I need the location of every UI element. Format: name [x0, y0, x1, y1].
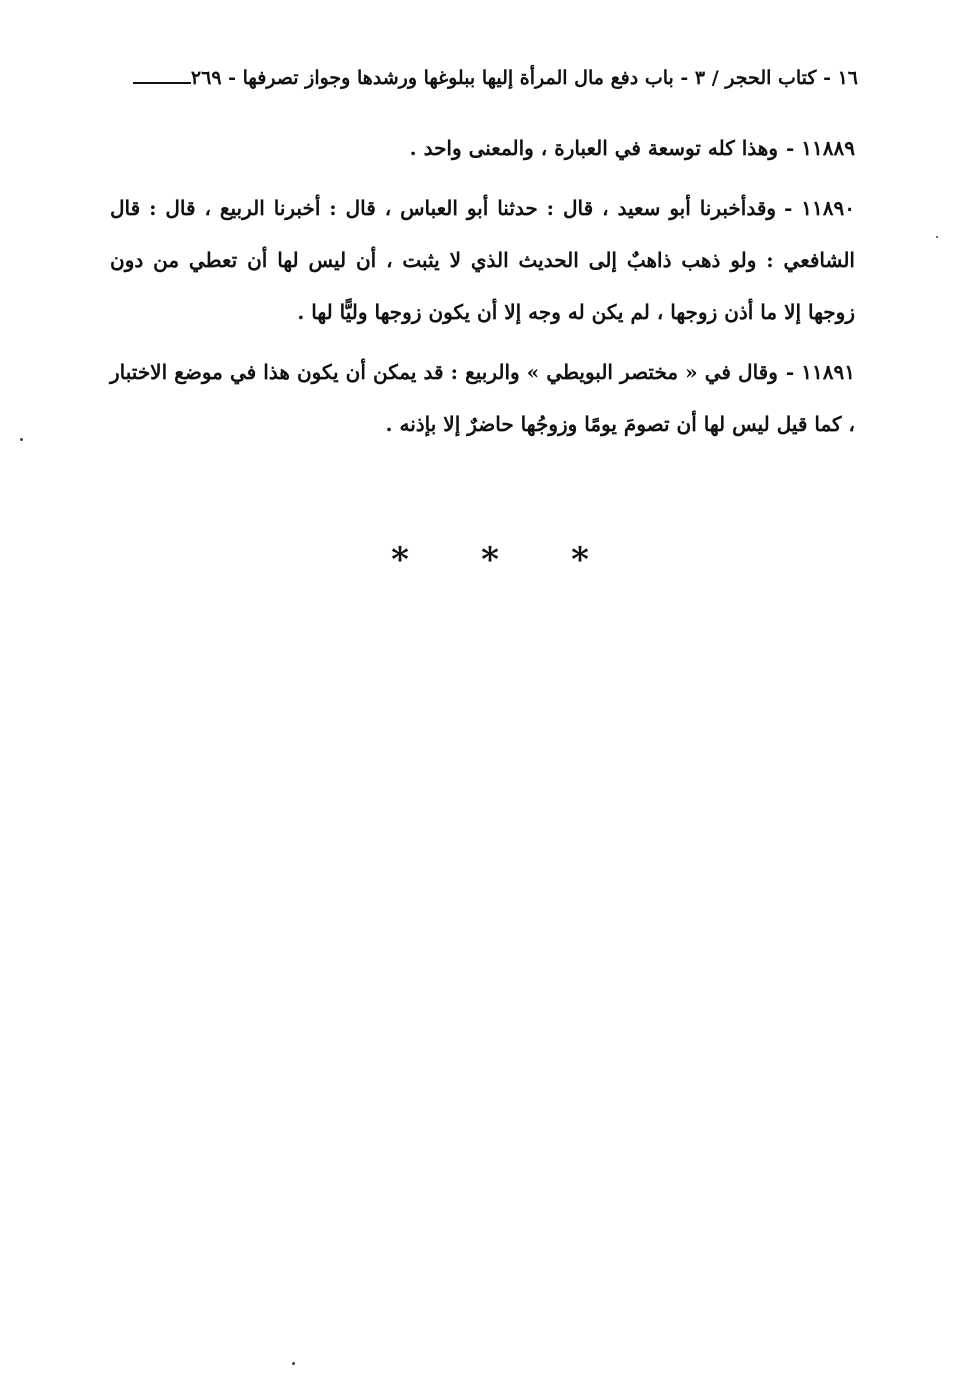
header-title: ١٦ - كتاب الحجر / ٣ - باب دفع مال المرأة إليها ببلوغها ورشدها وجواز تصرفها - ٢٦٩ — [190, 67, 858, 89]
section-separator — [380, 540, 600, 580]
paragraph-11889 — [110, 122, 855, 174]
header-rule — [133, 82, 191, 84]
asterisk-icon: * — [571, 540, 589, 580]
paragraph-number: ١١٨٩٠ - — [784, 196, 855, 220]
paragraph-text: وقال في « مختصر البويطي » والربيع : قد يمكن أن يكون هذا في موضع الاختبار ، كما قيل ليس لها أن تصومَ يومًا وزوجُها حاضرٌ إلا بإذنه . — [110, 360, 855, 436]
asterisk-icon: * — [481, 540, 499, 580]
paragraph-number: ١١٨٩١ - — [785, 360, 856, 384]
scan-speck — [20, 438, 23, 441]
paragraph-11890 — [110, 182, 855, 338]
paragraph-number: ١١٨٨٩ - — [786, 136, 855, 160]
body-text — [110, 122, 855, 458]
paragraph-11891 — [110, 346, 855, 450]
asterisk-icon: * — [391, 540, 409, 580]
paragraph-text: وهذا كله توسعة في العبارة ، والمعنى واحد . — [409, 136, 779, 160]
scan-speck — [936, 236, 938, 238]
scan-speck — [292, 1362, 295, 1365]
running-header — [118, 62, 858, 94]
paragraph-text: وقدأخبرنا أبو سعيد ، قال : حدثنا أبو العباس ، قال : أخبرنا الربيع ، قال : قال الشافعي : ولو ذهب ذاهبٌ إلى الحديث الذي لا يثبت ، أن ليس لها أن تعطي من دون زوجها إلا ما أذن زوجها ، لم يكن له وجه إلا أن يكون زوجها وليًّا لها . — [110, 196, 855, 324]
